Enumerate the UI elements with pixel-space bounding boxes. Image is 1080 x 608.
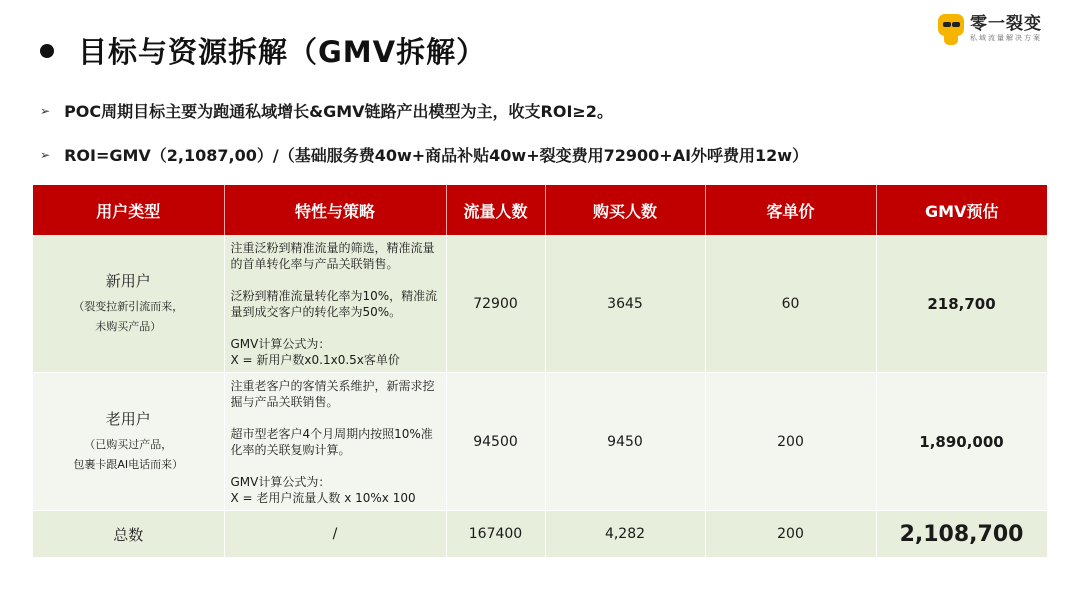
price-cell: 200 — [705, 373, 876, 511]
traffic-cell: 94500 — [446, 373, 545, 511]
total-price: 200 — [705, 511, 876, 558]
total-gmv: 2,108,700 — [876, 511, 1047, 558]
strategy-text: 泛粉到精准流量转化率为10%，精准流量到成交客户的转化率为50%。 — [230, 288, 438, 319]
table-row — [33, 235, 1047, 373]
buyers-cell: 9450 — [545, 373, 705, 511]
point-item — [40, 99, 613, 122]
total-buyers: 4,282 — [545, 511, 705, 558]
user-type-cell — [33, 373, 224, 511]
user-type-cell — [33, 235, 224, 373]
title-row — [40, 30, 486, 71]
formula-label: GMV计算公式为： — [230, 336, 331, 351]
strategy-text: 注重老客户的客情关系维护，新需求挖掘与产品关联销售。 — [230, 378, 435, 409]
user-type: 老用户 — [105, 410, 151, 428]
robot-logo-icon — [936, 12, 966, 46]
formula-label: GMV计算公式为： — [230, 474, 331, 489]
table-row — [33, 373, 1047, 511]
point-item — [40, 143, 808, 166]
header-gmv: GMV预估 — [876, 185, 1047, 235]
logo-tagline: 私域流量解决方案 — [970, 34, 1042, 42]
header-price: 客单价 — [705, 185, 876, 235]
arrow-bullet-icon: ➢ — [40, 103, 51, 118]
bullet-dot-icon — [40, 44, 54, 58]
buyers-cell: 3645 — [545, 235, 705, 373]
user-type-note: 未购买产品） — [95, 320, 162, 333]
point-text: ROI=GMV（2,1087,00）/（基础服务费40w+商品补贴40w+裂变费用72900+AI外呼费用12w） — [64, 146, 809, 165]
point-text: POC周期目标主要为跑通私域增长&GMV链路产出模型为主，收支ROI≥2。 — [64, 102, 613, 121]
header-buyers: 购买人数 — [545, 185, 705, 235]
total-strategy: / — [224, 511, 446, 558]
brand-logo — [936, 12, 1042, 46]
formula-text: X = 新用户数x0.1x0.5x客单价 — [230, 352, 400, 367]
price-cell: 60 — [705, 235, 876, 373]
user-type-note: （已购买过产品， — [84, 438, 173, 451]
total-label: 总数 — [33, 511, 224, 558]
total-row — [33, 511, 1047, 558]
user-type-note: 包裹卡跟AI电话而来） — [73, 458, 184, 471]
traffic-cell: 72900 — [446, 235, 545, 373]
header-strategy: 特性与策略 — [224, 185, 446, 235]
header-user-type: 用户类型 — [33, 185, 224, 235]
formula-text: X = 老用户流量人数 x 10%x 100 — [230, 490, 416, 505]
arrow-bullet-icon: ➢ — [40, 147, 51, 162]
strategy-text: 超市型老客户4个月周期内按照10%准化率的关联复购计算。 — [230, 426, 433, 457]
header-traffic: 流量人数 — [446, 185, 545, 235]
gmv-table — [33, 185, 1048, 558]
logo-name: 零一裂变 — [970, 14, 1042, 34]
user-type-note: （裂变拉新引流而来， — [73, 300, 184, 313]
page-title: 目标与资源拆解（GMV拆解） — [78, 35, 487, 69]
user-type: 新用户 — [105, 272, 151, 290]
strategy-text: 注重泛粉到精准流量的筛选，精准流量的首单转化率与产品关联销售。 — [230, 240, 435, 271]
total-traffic: 167400 — [446, 511, 545, 558]
gmv-cell: 218,700 — [876, 235, 1047, 373]
strategy-cell — [224, 373, 446, 511]
strategy-cell — [224, 235, 446, 373]
gmv-cell: 1,890,000 — [876, 373, 1047, 511]
table-header-row — [33, 185, 1047, 235]
